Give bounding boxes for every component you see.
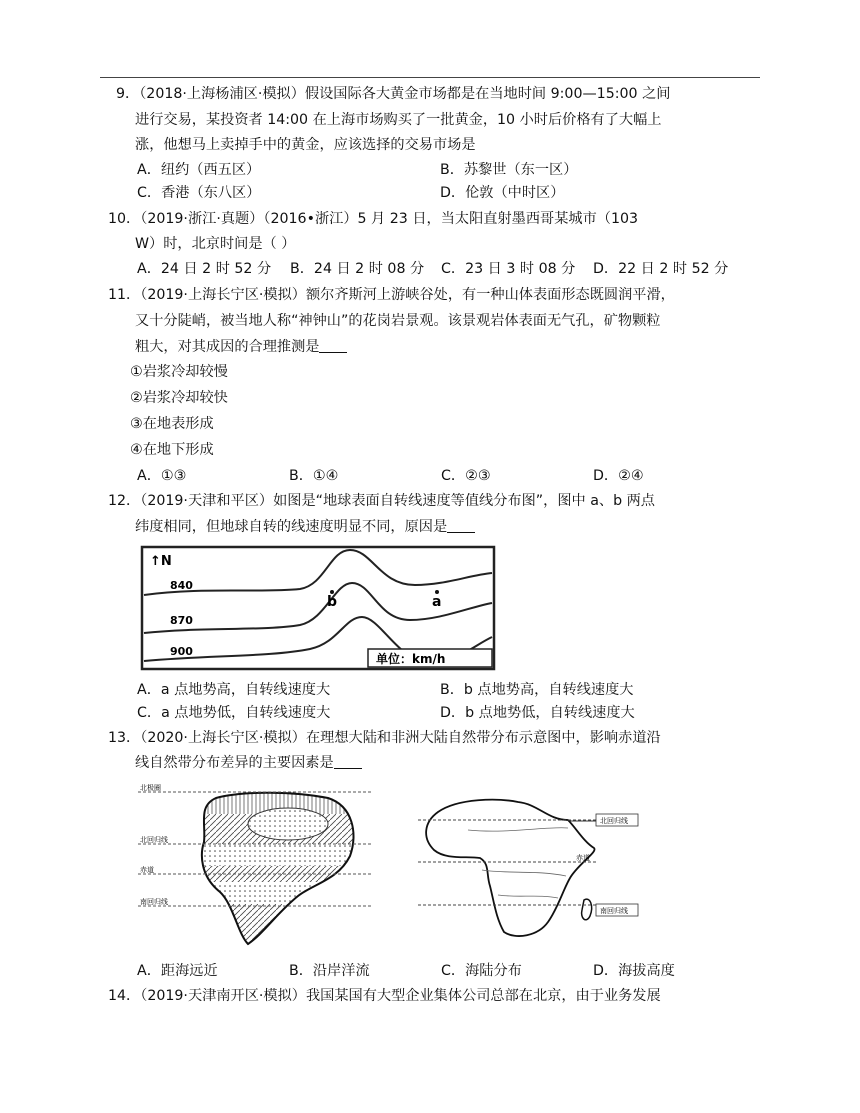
point-a-label: a — [432, 594, 442, 610]
q11-line3 — [135, 337, 347, 357]
madagascar-outline — [582, 899, 592, 920]
q12-option-b: B．b 点地势高，自转线速度大 — [440, 682, 634, 698]
q11-line2: 又十分陡峭，被当地人称“神钟山”的花岗岩景观。该景观岩体表面无气孔，矿物颗粒 — [135, 313, 661, 329]
africa-map-diagram — [398, 790, 648, 945]
q12-option-a: A．a 点地势高，自转线速度大 — [137, 682, 331, 698]
q10-line2: W）时，北京时间是（ ） — [135, 236, 296, 252]
q12-line1: 12．（2019·天津和平区）如图是“地球表面自转线速度等值线分布图”，图中 a、b 两点 — [108, 493, 655, 509]
q14-line1: 14．（2019·天津南开区·模拟）我国某国有大型企业集体公司总部在北京，由于业务发展 — [108, 988, 661, 1004]
isoline-label-840: 840 — [170, 579, 193, 592]
q12-option-d: D．b 点地势低，自转线速度大 — [440, 705, 635, 721]
label-equator: 赤道 — [140, 866, 154, 874]
q11-answer-blank — [319, 338, 347, 353]
q11-option-b: B．①④ — [289, 468, 339, 484]
rotation-speed-isoline-figure — [140, 545, 496, 671]
q10-option-a: A．24 日 2 时 52 分 — [137, 261, 272, 277]
q11-statement-4: ④在地下形成 — [130, 442, 214, 458]
q10-option-d: D．22 日 2 时 52 分 — [593, 261, 729, 277]
q13-answer-blank — [334, 754, 362, 769]
q11-option-a: A．①③ — [137, 468, 187, 484]
label-tropic-cancer: 北回归线 — [140, 836, 168, 844]
q11-line3-text: 粗大，对其成因的合理推测是 — [135, 339, 320, 355]
q13-option-c: C．海陆分布 — [441, 963, 522, 979]
q13-option-a: A．距海远近 — [137, 963, 218, 979]
q10-line1: 10．（2019·浙江·真题）（2016•浙江）5 月 23 日，当太阳直射墨西哥某城市（103 — [108, 211, 639, 227]
q9-option-a: A．纽约（西五区） — [137, 162, 261, 178]
continent-fill — [138, 784, 373, 949]
q13-option-b: B．沿岸洋流 — [289, 963, 370, 979]
africa-label-equator: 赤道 — [576, 854, 590, 862]
q11-statement-1: ①岩浆冷却较慢 — [130, 364, 228, 380]
point-b-label: b — [327, 594, 338, 610]
ideal-continent-diagram — [138, 784, 373, 949]
header-rule — [100, 77, 760, 78]
q11-option-c: C．②③ — [441, 468, 491, 484]
q12-line2-text: 纬度相同，但地球自转的线速度明显不同，原因是 — [135, 519, 448, 535]
q10-option-c: C．23 日 3 时 08 分 — [441, 261, 576, 277]
q9-option-c: C．香港（东八区） — [137, 185, 261, 201]
north-arrow-label: ↑N — [150, 554, 172, 569]
q9-line1: 9．（2018·上海杨浦区·模拟）假设国际各大黄金市场都是在当地时间 9:00—15:00 之间 — [116, 86, 671, 102]
q13-option-d: D．海拔高度 — [593, 963, 675, 979]
q11-statement-3: ③在地表形成 — [130, 416, 214, 432]
africa-label-tropic-capricorn: 南回归线 — [600, 907, 628, 915]
q11-option-d: D．②④ — [593, 468, 644, 484]
q9-option-d: D．伦敦（中时区） — [440, 185, 565, 201]
africa-label-tropic-cancer: 北回归线 — [600, 817, 628, 825]
q11-statement-2: ②岩浆冷却较快 — [130, 390, 228, 406]
q12-line2 — [135, 517, 475, 537]
q9-option-b: B．苏黎世（东一区） — [440, 162, 578, 178]
isoline-label-900: 900 — [170, 645, 193, 658]
label-tropic-capricorn: 南回归线 — [140, 898, 168, 906]
label-arctic-circle: 北极圈 — [140, 784, 161, 792]
q9-line3: 涨，他想马上卖掉手中的黄金，应该选择的交易市场是 — [135, 137, 476, 153]
q13-line1: 13．（2020·上海长宁区·模拟）在理想大陆和非洲大陆自然带分布示意图中，影响赤道沿 — [108, 730, 661, 746]
q13-line2 — [135, 753, 362, 773]
q10-option-b: B．24 日 2 时 08 分 — [290, 261, 425, 277]
q12-option-c: C．a 点地势低，自转线速度大 — [137, 705, 331, 721]
q12-answer-blank — [447, 518, 475, 533]
q13-line2-text: 线自然带分布差异的主要因素是 — [135, 755, 334, 771]
unit-label: 单位：km/h — [376, 652, 446, 666]
q9-line2: 进行交易，某投资者 14:00 在上海市场购买了一批黄金，10 小时后价格有了大幅上 — [135, 112, 662, 128]
q11-line1: 11．（2019·上海长宁区·模拟）额尔齐斯河上游峡谷处，有一种山体表面形态既圆润平滑， — [108, 287, 675, 303]
isoline-label-870: 870 — [170, 614, 193, 627]
